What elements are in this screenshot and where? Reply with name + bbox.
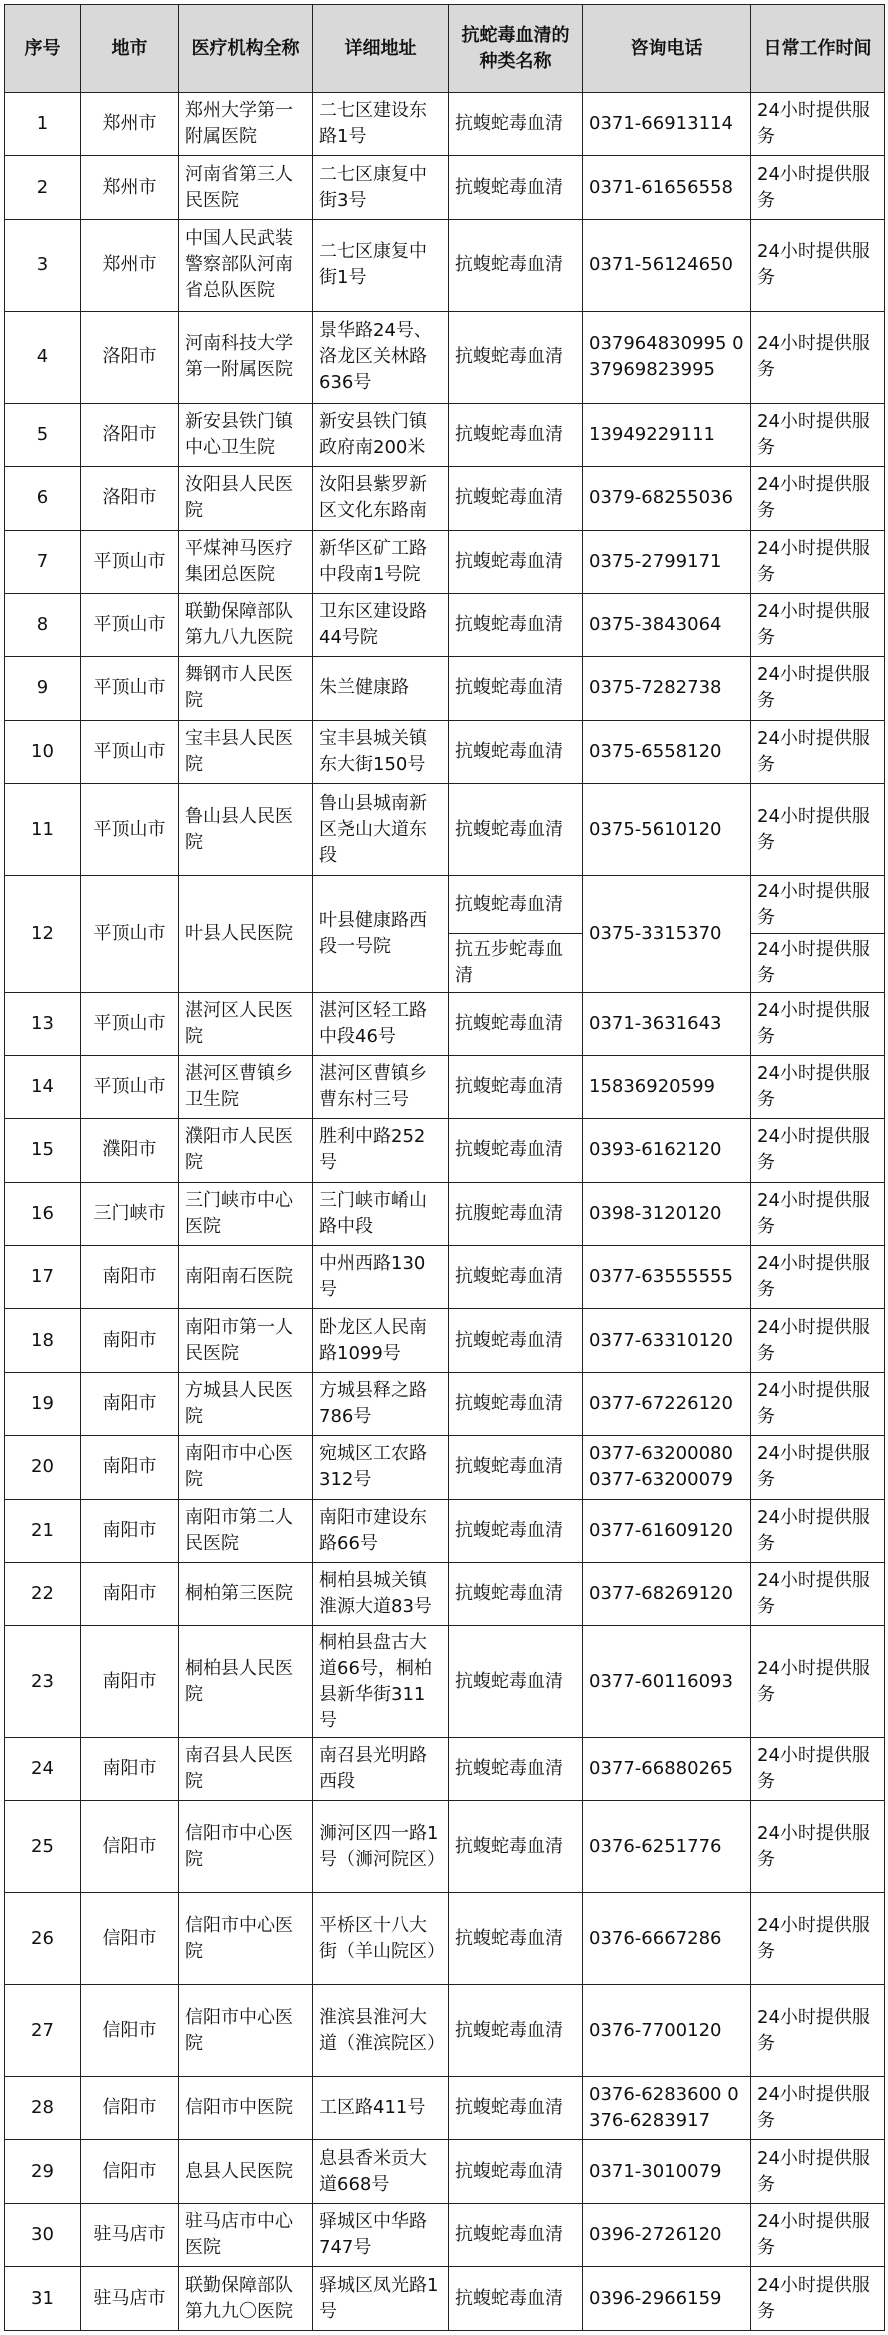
- row-phone: 0377-67226120: [583, 1372, 751, 1435]
- row-hours: 24小时提供服务: [751, 1801, 885, 1893]
- row-org: 新安县铁门镇中心卫生院: [179, 403, 313, 466]
- row-city: 洛阳市: [81, 467, 179, 530]
- row-number: 20: [5, 1436, 81, 1499]
- row-address: 叶县健康路西段一号院: [313, 876, 449, 993]
- row-address: 胜利中路252号: [313, 1119, 449, 1182]
- row-hours: 24小时提供服务: [751, 2203, 885, 2266]
- row-phone: 0377-68269120: [583, 1562, 751, 1625]
- row-number: 30: [5, 2203, 81, 2266]
- row-serum: 抗蝮蛇毒血清: [449, 530, 583, 593]
- row-phone: 0376-7700120: [583, 1985, 751, 2077]
- row-phone: 0371-3631643: [583, 992, 751, 1055]
- row-number: 4: [5, 311, 81, 403]
- table-row: [5, 784, 885, 876]
- row-city: 濮阳市: [81, 1119, 179, 1182]
- row-phone: 037964830995 037969823995: [583, 311, 751, 403]
- row-city: 南阳市: [81, 1499, 179, 1562]
- row-address: 宝丰县城关镇东大街150号: [313, 720, 449, 783]
- table-row: [5, 93, 885, 156]
- row-phone: 0371-3010079: [583, 2140, 751, 2203]
- row-org: 联勤保障部队第九九〇医院: [179, 2267, 313, 2331]
- row-org: 郑州大学第一附属医院: [179, 93, 313, 156]
- row-address: 方城县释之路786号: [313, 1372, 449, 1435]
- col-header-org: 医疗机构全称: [179, 5, 313, 93]
- row-org: 三门峡市中心医院: [179, 1182, 313, 1245]
- row-phone: 0377-60116093: [583, 1626, 751, 1737]
- row-address: 二七区康复中街3号: [313, 156, 449, 219]
- row-org: 信阳市中心医院: [179, 1801, 313, 1893]
- table-row: [5, 593, 885, 656]
- row-city: 平顶山市: [81, 992, 179, 1055]
- row-org: 中国人民武装警察部队河南省总队医院: [179, 219, 313, 311]
- row-serum: 抗蝮蛇毒血清: [449, 784, 583, 876]
- row-city: 平顶山市: [81, 530, 179, 593]
- row-org: 信阳市中医院: [179, 2077, 313, 2140]
- row-org: 南阳市第二人民医院: [179, 1499, 313, 1562]
- row-serum: 抗蝮蛇毒血清: [449, 1436, 583, 1499]
- row-hours: 24小时提供服务: [751, 1562, 885, 1625]
- row-number: 22: [5, 1562, 81, 1625]
- row-org: 汝阳县人民医院: [179, 467, 313, 530]
- row-address: 浉河区四一路1号（浉河院区）: [313, 1801, 449, 1893]
- row-serum: 抗五步蛇毒血清: [449, 934, 583, 992]
- table-row: [5, 1893, 885, 1985]
- row-city: 南阳市: [81, 1246, 179, 1309]
- row-serum: 抗蝮蛇毒血清: [449, 1055, 583, 1118]
- row-org: 桐柏县人民医院: [179, 1626, 313, 1737]
- row-hours: 24小时提供服务: [751, 1372, 885, 1435]
- row-serum: 抗蝮蛇毒血清: [449, 2140, 583, 2203]
- row-phone: 0393-6162120: [583, 1119, 751, 1182]
- row-number: 25: [5, 1801, 81, 1893]
- row-hours: 24小时提供服务: [751, 93, 885, 156]
- row-hours: 24小时提供服务: [751, 934, 885, 992]
- row-serum: 抗蝮蛇毒血清: [449, 876, 583, 934]
- row-serum: 抗蝮蛇毒血清: [449, 1737, 583, 1800]
- row-org: 信阳市中心医院: [179, 1893, 313, 1985]
- hospital-table: [4, 4, 885, 2331]
- row-address: 湛河区轻工路中段46号: [313, 992, 449, 1055]
- row-address: 息县香米贡大道668号: [313, 2140, 449, 2203]
- row-org: 桐柏第三医院: [179, 1562, 313, 1625]
- row-phone: 0396-2726120: [583, 2203, 751, 2266]
- row-number: 16: [5, 1182, 81, 1245]
- row-number: 5: [5, 403, 81, 466]
- row-city: 信阳市: [81, 1893, 179, 1985]
- row-city: 南阳市: [81, 1737, 179, 1800]
- row-hours: 24小时提供服务: [751, 992, 885, 1055]
- row-number: 19: [5, 1372, 81, 1435]
- row-serum: 抗蝮蛇毒血清: [449, 992, 583, 1055]
- row-org: 湛河区人民医院: [179, 992, 313, 1055]
- table-row: [5, 992, 885, 1055]
- row-hours: 24小时提供服务: [751, 720, 885, 783]
- col-header-serum: 抗蛇毒血清的种类名称: [449, 5, 583, 93]
- row-city: 南阳市: [81, 1562, 179, 1625]
- row-hours: 24小时提供服务: [751, 593, 885, 656]
- row-number: 1: [5, 93, 81, 156]
- row-address: 三门峡市崤山路中段: [313, 1182, 449, 1245]
- row-number: 14: [5, 1055, 81, 1118]
- row-city: 平顶山市: [81, 1055, 179, 1118]
- row-org: 南阳南石医院: [179, 1246, 313, 1309]
- row-serum: 抗蝮蛇毒血清: [449, 1626, 583, 1737]
- table-row: [5, 1626, 885, 1737]
- table-row: [5, 1562, 885, 1625]
- row-city: 三门峡市: [81, 1182, 179, 1245]
- table-row: [5, 876, 885, 934]
- row-hours: 24小时提供服务: [751, 1499, 885, 1562]
- row-address: 朱兰健康路: [313, 657, 449, 720]
- row-address: 桐柏县城关镇淮源大道83号: [313, 1562, 449, 1625]
- row-org: 驻马店市中心医院: [179, 2203, 313, 2266]
- row-phone: 0398-3120120: [583, 1182, 751, 1245]
- table-row: [5, 403, 885, 466]
- row-address: 汝阳县紫罗新区文化东路南: [313, 467, 449, 530]
- table-row: [5, 2140, 885, 2203]
- row-org: 宝丰县人民医院: [179, 720, 313, 783]
- row-org: 方城县人民医院: [179, 1372, 313, 1435]
- row-address: 景华路24号、洛龙区关林路636号: [313, 311, 449, 403]
- row-serum: 抗蝮蛇毒血清: [449, 2077, 583, 2140]
- row-org: 叶县人民医院: [179, 876, 313, 993]
- row-hours: 24小时提供服务: [751, 876, 885, 934]
- row-number: 17: [5, 1246, 81, 1309]
- row-org: 濮阳市人民医院: [179, 1119, 313, 1182]
- row-phone: 0375-2799171: [583, 530, 751, 593]
- row-serum: 抗蝮蛇毒血清: [449, 2267, 583, 2331]
- row-phone: 0377-66880265: [583, 1737, 751, 1800]
- row-org: 平煤神马医疗集团总医院: [179, 530, 313, 593]
- row-phone: 0396-2966159: [583, 2267, 751, 2331]
- table-row: [5, 1372, 885, 1435]
- row-hours: 24小时提供服务: [751, 657, 885, 720]
- row-address: 南阳市建设东路66号: [313, 1499, 449, 1562]
- row-city: 平顶山市: [81, 593, 179, 656]
- row-phone: 0371-66913114: [583, 93, 751, 156]
- row-serum: 抗蝮蛇毒血清: [449, 1499, 583, 1562]
- header-row: [5, 5, 885, 93]
- row-org: 湛河区曹镇乡卫生院: [179, 1055, 313, 1118]
- row-phone: 0371-61656558: [583, 156, 751, 219]
- row-hours: 24小时提供服务: [751, 2267, 885, 2331]
- table-row: [5, 1801, 885, 1893]
- row-hours: 24小时提供服务: [751, 1182, 885, 1245]
- row-phone: 0376-6251776: [583, 1801, 751, 1893]
- row-address: 卫东区建设路44号院: [313, 593, 449, 656]
- row-city: 平顶山市: [81, 720, 179, 783]
- row-hours: 24小时提供服务: [751, 1246, 885, 1309]
- row-serum: 抗蝮蛇毒血清: [449, 219, 583, 311]
- row-city: 信阳市: [81, 2140, 179, 2203]
- table-row: [5, 720, 885, 783]
- row-city: 南阳市: [81, 1436, 179, 1499]
- row-city: 驻马店市: [81, 2203, 179, 2266]
- row-phone: 0377-61609120: [583, 1499, 751, 1562]
- col-header-address: 详细地址: [313, 5, 449, 93]
- row-city: 郑州市: [81, 93, 179, 156]
- row-number: 29: [5, 2140, 81, 2203]
- row-number: 15: [5, 1119, 81, 1182]
- row-address: 湛河区曹镇乡曹东村三号: [313, 1055, 449, 1118]
- table-row: [5, 1737, 885, 1800]
- row-phone: 0377-63555555: [583, 1246, 751, 1309]
- row-city: 郑州市: [81, 156, 179, 219]
- row-phone: 0375-6558120: [583, 720, 751, 783]
- table-row: [5, 1119, 885, 1182]
- row-phone: 0375-7282738: [583, 657, 751, 720]
- row-hours: 24小时提供服务: [751, 2077, 885, 2140]
- table-row: [5, 156, 885, 219]
- row-serum: 抗蝮蛇毒血清: [449, 403, 583, 466]
- row-address: 卧龙区人民南路1099号: [313, 1309, 449, 1372]
- row-number: 6: [5, 467, 81, 530]
- row-org: 南阳市中心医院: [179, 1436, 313, 1499]
- row-number: 12: [5, 876, 81, 993]
- row-city: 南阳市: [81, 1626, 179, 1737]
- row-address: 驿城区中华路747号: [313, 2203, 449, 2266]
- table-row: [5, 1436, 885, 1499]
- row-phone: 0375-3315370: [583, 876, 751, 993]
- row-phone: 0375-5610120: [583, 784, 751, 876]
- row-address: 中州西路130号: [313, 1246, 449, 1309]
- table-row: [5, 1246, 885, 1309]
- row-city: 洛阳市: [81, 403, 179, 466]
- table-row: [5, 1985, 885, 2077]
- row-phone: 0375-3843064: [583, 593, 751, 656]
- row-phone: 0377-63310120: [583, 1309, 751, 1372]
- row-hours: 24小时提供服务: [751, 219, 885, 311]
- table-body: [5, 93, 885, 2331]
- table-row: [5, 311, 885, 403]
- row-phone: 0377-63200080 0377-63200079: [583, 1436, 751, 1499]
- row-hours: 24小时提供服务: [751, 1737, 885, 1800]
- row-serum: 抗蝮蛇毒血清: [449, 720, 583, 783]
- table-row: [5, 467, 885, 530]
- table-row: [5, 2077, 885, 2140]
- row-city: 平顶山市: [81, 876, 179, 993]
- row-hours: 24小时提供服务: [751, 2140, 885, 2203]
- row-hours: 24小时提供服务: [751, 1119, 885, 1182]
- row-number: 24: [5, 1737, 81, 1800]
- row-phone: 15836920599: [583, 1055, 751, 1118]
- row-address: 平桥区十八大街（羊山院区）: [313, 1893, 449, 1985]
- row-city: 洛阳市: [81, 311, 179, 403]
- row-hours: 24小时提供服务: [751, 467, 885, 530]
- row-org: 信阳市中心医院: [179, 1985, 313, 2077]
- row-address: 二七区康复中街1号: [313, 219, 449, 311]
- row-hours: 24小时提供服务: [751, 1626, 885, 1737]
- row-address: 鲁山县城南新区尧山大道东段: [313, 784, 449, 876]
- row-org: 舞钢市人民医院: [179, 657, 313, 720]
- row-serum: 抗腹蛇毒血清: [449, 1182, 583, 1245]
- row-org: 南阳市第一人民医院: [179, 1309, 313, 1372]
- row-city: 南阳市: [81, 1309, 179, 1372]
- row-serum: 抗蝮蛇毒血清: [449, 311, 583, 403]
- row-number: 7: [5, 530, 81, 593]
- row-hours: 24小时提供服务: [751, 1309, 885, 1372]
- row-number: 18: [5, 1309, 81, 1372]
- table-row: [5, 1182, 885, 1245]
- col-header-no: 序号: [5, 5, 81, 93]
- row-hours: 24小时提供服务: [751, 530, 885, 593]
- row-address: 宛城区工农路312号: [313, 1436, 449, 1499]
- row-address: 工区路411号: [313, 2077, 449, 2140]
- row-serum: 抗蝮蛇毒血清: [449, 467, 583, 530]
- row-phone: 0379-68255036: [583, 467, 751, 530]
- row-serum: 抗蝮蛇毒血清: [449, 1246, 583, 1309]
- row-phone: 0376-6283600 0376-6283917: [583, 2077, 751, 2140]
- row-serum: 抗蝮蛇毒血清: [449, 1119, 583, 1182]
- row-hours: 24小时提供服务: [751, 311, 885, 403]
- table-row: [5, 1055, 885, 1118]
- row-number: 21: [5, 1499, 81, 1562]
- row-number: 28: [5, 2077, 81, 2140]
- row-city: 信阳市: [81, 1985, 179, 2077]
- row-number: 23: [5, 1626, 81, 1737]
- row-city: 平顶山市: [81, 784, 179, 876]
- row-org: 河南科技大学第一附属医院: [179, 311, 313, 403]
- row-address: 桐柏县盘古大道66号，桐柏县新华街311号: [313, 1626, 449, 1737]
- row-serum: 抗蝮蛇毒血清: [449, 2203, 583, 2266]
- row-address: 淮滨县淮河大道（淮滨院区）: [313, 1985, 449, 2077]
- row-hours: 24小时提供服务: [751, 784, 885, 876]
- table-row: [5, 219, 885, 311]
- table-row: [5, 530, 885, 593]
- table-row: [5, 657, 885, 720]
- row-phone: 0376-6667286: [583, 1893, 751, 1985]
- row-serum: 抗蝮蛇毒血清: [449, 1893, 583, 1985]
- row-serum: 抗蝮蛇毒血清: [449, 1372, 583, 1435]
- row-serum: 抗蝮蛇毒血清: [449, 1309, 583, 1372]
- row-city: 信阳市: [81, 2077, 179, 2140]
- row-number: 27: [5, 1985, 81, 2077]
- row-org: 鲁山县人民医院: [179, 784, 313, 876]
- row-number: 31: [5, 2267, 81, 2331]
- row-address: 二七区建设东路1号: [313, 93, 449, 156]
- row-number: 8: [5, 593, 81, 656]
- table-row: [5, 1309, 885, 1372]
- row-phone: 0371-56124650: [583, 219, 751, 311]
- table-row: [5, 2203, 885, 2266]
- row-number: 10: [5, 720, 81, 783]
- row-hours: 24小时提供服务: [751, 1985, 885, 2077]
- row-serum: 抗蝮蛇毒血清: [449, 657, 583, 720]
- row-serum: 抗蝮蛇毒血清: [449, 593, 583, 656]
- row-hours: 24小时提供服务: [751, 1055, 885, 1118]
- row-address: 南召县光明路西段: [313, 1737, 449, 1800]
- row-city: 信阳市: [81, 1801, 179, 1893]
- row-city: 平顶山市: [81, 657, 179, 720]
- row-city: 南阳市: [81, 1372, 179, 1435]
- row-number: 3: [5, 219, 81, 311]
- row-number: 13: [5, 992, 81, 1055]
- row-org: 联勤保障部队第九八九医院: [179, 593, 313, 656]
- row-serum: 抗蝮蛇毒血清: [449, 1801, 583, 1893]
- col-header-phone: 咨询电话: [583, 5, 751, 93]
- row-hours: 24小时提供服务: [751, 403, 885, 466]
- row-serum: 抗蝮蛇毒血清: [449, 1985, 583, 2077]
- row-number: 2: [5, 156, 81, 219]
- row-number: 9: [5, 657, 81, 720]
- row-hours: 24小时提供服务: [751, 156, 885, 219]
- col-header-hours: 日常工作时间: [751, 5, 885, 93]
- row-address: 新华区矿工路中段南1号院: [313, 530, 449, 593]
- row-phone: 13949229111: [583, 403, 751, 466]
- row-city: 驻马店市: [81, 2267, 179, 2331]
- row-address: 新安县铁门镇政府南200米: [313, 403, 449, 466]
- table-row: [5, 1499, 885, 1562]
- row-serum: 抗蝮蛇毒血清: [449, 93, 583, 156]
- row-address: 驿城区凤光路1号: [313, 2267, 449, 2331]
- row-org: 息县人民医院: [179, 2140, 313, 2203]
- row-hours: 24小时提供服务: [751, 1436, 885, 1499]
- row-hours: 24小时提供服务: [751, 1893, 885, 1985]
- row-org: 河南省第三人民医院: [179, 156, 313, 219]
- table-row: [5, 2267, 885, 2331]
- row-number: 26: [5, 1893, 81, 1985]
- col-header-city: 地市: [81, 5, 179, 93]
- row-city: 郑州市: [81, 219, 179, 311]
- row-number: 11: [5, 784, 81, 876]
- row-serum: 抗蝮蛇毒血清: [449, 1562, 583, 1625]
- row-serum: 抗蝮蛇毒血清: [449, 156, 583, 219]
- row-org: 南召县人民医院: [179, 1737, 313, 1800]
